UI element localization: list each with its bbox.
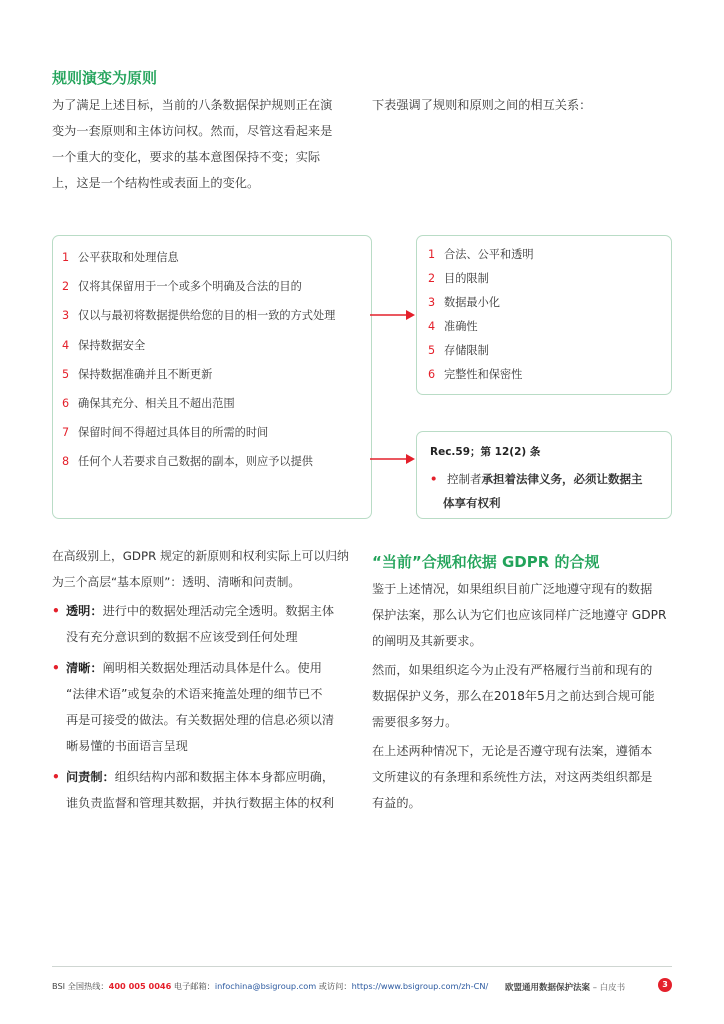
left-intro [52, 543, 364, 595]
footer-doc-suffix: – 白皮书 [592, 983, 626, 993]
principles-bullet-list [52, 598, 366, 816]
principle-number: 1 [428, 248, 436, 261]
compliance-paragraph-3 [372, 738, 684, 816]
paragraph-line: 为了满足上述目标，当前的八条数据保护规则正在演 [52, 98, 333, 112]
bullet-line: 进行中的数据处理活动完全透明。数据主体 [102, 604, 335, 618]
bullet-label: 透明： [66, 604, 103, 618]
principle-number: 3 [428, 296, 436, 309]
rec-text-plain: 控制者 [447, 472, 482, 486]
principle-text: 目的限制 [444, 272, 489, 285]
footer-hotline[interactable]: 400 005 0046 [108, 981, 172, 991]
paragraph-line: 文所建议的有条理和系统性方法，对这两类组织都是 [372, 770, 653, 784]
rule-number: 2 [62, 280, 70, 294]
paragraph-line: 鉴于上述情况，如果组织目前广泛地遵守现有的数据 [372, 582, 653, 596]
rule-text: 任何个人若要求自己数据的副本，则应予以提供 [78, 455, 313, 469]
bullet-line: 谁负责监督和管理其数据，并执行数据主体的权利 [66, 796, 335, 810]
rules-box [52, 235, 372, 519]
rule-item [62, 272, 335, 301]
principle-text: 数据最小化 [444, 296, 500, 309]
principle-text: 准确性 [444, 320, 478, 333]
principle-item [428, 315, 534, 339]
paragraph-line: 为三个高层“基本原则”：透明、清晰和问责制。 [52, 575, 301, 589]
footer-visit-label: 或访问： [318, 981, 352, 991]
bullet-dot-icon: • [52, 770, 60, 784]
principle-number: 2 [428, 272, 436, 285]
rule-text: 保持数据准确并且不断更新 [78, 367, 213, 381]
principle-text: 存储限制 [444, 344, 489, 357]
footer-email-link[interactable]: infochina@bsigroup.com [214, 981, 317, 991]
principle-item [428, 363, 534, 387]
page-number-badge: 3 [658, 978, 672, 992]
principle-number: 4 [428, 320, 436, 333]
rec-box [416, 431, 672, 519]
bullet-label: 清晰： [66, 661, 103, 675]
rule-number: 3 [62, 309, 70, 323]
footer-doc-name: 欧盟通用数据保护法案 [505, 983, 591, 993]
rule-text: 仅将其保留用于一个或多个明确及合法的目的 [78, 280, 302, 294]
rule-text: 公平获取和处理信息 [78, 251, 179, 264]
paragraph-line: 需要很多努力。 [372, 715, 458, 729]
rule-text: 确保其充分、相关且不超出范围 [78, 396, 235, 410]
principle-text: 合法、公平和透明 [444, 248, 534, 261]
bullet-dot-icon: • [52, 661, 60, 675]
compliance-paragraph-1 [372, 576, 684, 654]
bullet-line: “法律术语”或复杂的术语来掩盖处理的细节已不 [66, 687, 323, 701]
rule-number: 8 [62, 455, 70, 469]
paragraph-line: 有益的。 [372, 796, 421, 810]
paragraph-line: 数据保护义务，那么在2018年5月之前达到合规可能 [372, 689, 655, 703]
footer-divider [52, 966, 672, 967]
footer-contact [52, 981, 488, 992]
rule-item [62, 331, 335, 360]
rule-number: 7 [62, 426, 70, 440]
rule-item [62, 243, 335, 272]
bullet-label: 问责制： [66, 770, 115, 784]
rule-text: 仅以与最初将数据提供给您的目的相一致的方式处理 [78, 309, 336, 323]
section-title-compliance: “当前”合规和依据 GDPR 的合规 [372, 553, 600, 571]
rule-text: 保持数据安全 [78, 338, 146, 352]
principle-item [428, 339, 534, 363]
bullet-line: 再是可接受的做法。有关数据处理的信息必须以清 [66, 713, 335, 727]
bullet-clarity [52, 655, 366, 759]
bullet-transparency [52, 598, 366, 650]
paragraph-line: 一个重大的变化，要求的基本意图保持不变；实际 [52, 150, 321, 164]
principle-item [428, 267, 534, 291]
compliance-paragraph-2 [372, 657, 684, 735]
footer-hotline-label: BSI 全国热线： [52, 981, 109, 991]
rec-text-bold-2: 体享有权利 [443, 496, 501, 510]
principle-item [428, 291, 534, 315]
footer-email-label: 电子邮箱： [173, 981, 215, 991]
footer-doc-title [505, 981, 625, 993]
paragraph-line: 在上述两种情况下，无论是否遵守现有法案，遵循本 [372, 744, 653, 758]
principle-number: 6 [428, 368, 436, 381]
rule-text: 保留时间不得超过具体目的所需的时间 [78, 426, 269, 440]
principle-item [428, 243, 534, 267]
bullet-line: 组织结构内部和数据主体本身都应明确， [114, 770, 335, 784]
bullet-line: 晰易懂的书面语言呈现 [66, 739, 188, 753]
section1-paragraph [52, 92, 362, 196]
rule-item [62, 360, 335, 389]
rec-text-bold-1: 承担着法律义务，必须让数据主 [481, 472, 643, 486]
paragraph-line: 然而，如果组织迄今为止没有严格履行当前和现有的 [372, 663, 653, 677]
arrow-right-icon [368, 449, 418, 469]
rule-number: 6 [62, 396, 70, 410]
rule-number: 5 [62, 367, 70, 381]
rule-item [62, 418, 335, 447]
paragraph-line: 变为一套原则和主体访问权。然而，尽管这看起来是 [52, 124, 333, 138]
rec-bullet [430, 467, 666, 515]
arrow-right-icon [368, 305, 418, 325]
rec-heading: Rec.59；第 12(2) 条 [430, 446, 541, 458]
footer-url-link[interactable]: https://www.bsigroup.com/zh-CN/ [351, 981, 489, 991]
section-title-rules-to-principles: 规则演变为原则 [52, 69, 158, 87]
rule-number: 1 [62, 251, 70, 264]
paragraph-line: 在高级别上，GDPR 规定的新原则和权利实际上可以归纳 [52, 549, 349, 563]
principles-box [416, 235, 672, 395]
principle-text: 完整性和保密性 [444, 368, 523, 381]
paragraph-line: 的阐明及其新要求。 [372, 634, 482, 648]
bullet-dot-icon: • [52, 604, 60, 618]
rule-number: 4 [62, 338, 70, 352]
bullet-line: 阐明相关数据处理活动具体是什么。使用 [102, 661, 322, 675]
bullet-dot-icon: • [430, 472, 438, 486]
rule-item [62, 301, 335, 330]
bullet-line: 没有充分意识到的数据不应该受到任何处理 [66, 630, 298, 644]
bullet-accountability [52, 764, 366, 816]
paragraph-line: 上，这是一个结构性或表面上的变化。 [52, 176, 260, 190]
paragraph-line: 保护法案，那么认为它们也应该同样广泛地遵守 GDPR [372, 608, 667, 622]
table-intro: 下表强调了规则和原则之间的相互关系： [372, 98, 592, 112]
principle-number: 5 [428, 344, 436, 357]
rule-item [62, 447, 335, 476]
rule-item [62, 389, 335, 418]
